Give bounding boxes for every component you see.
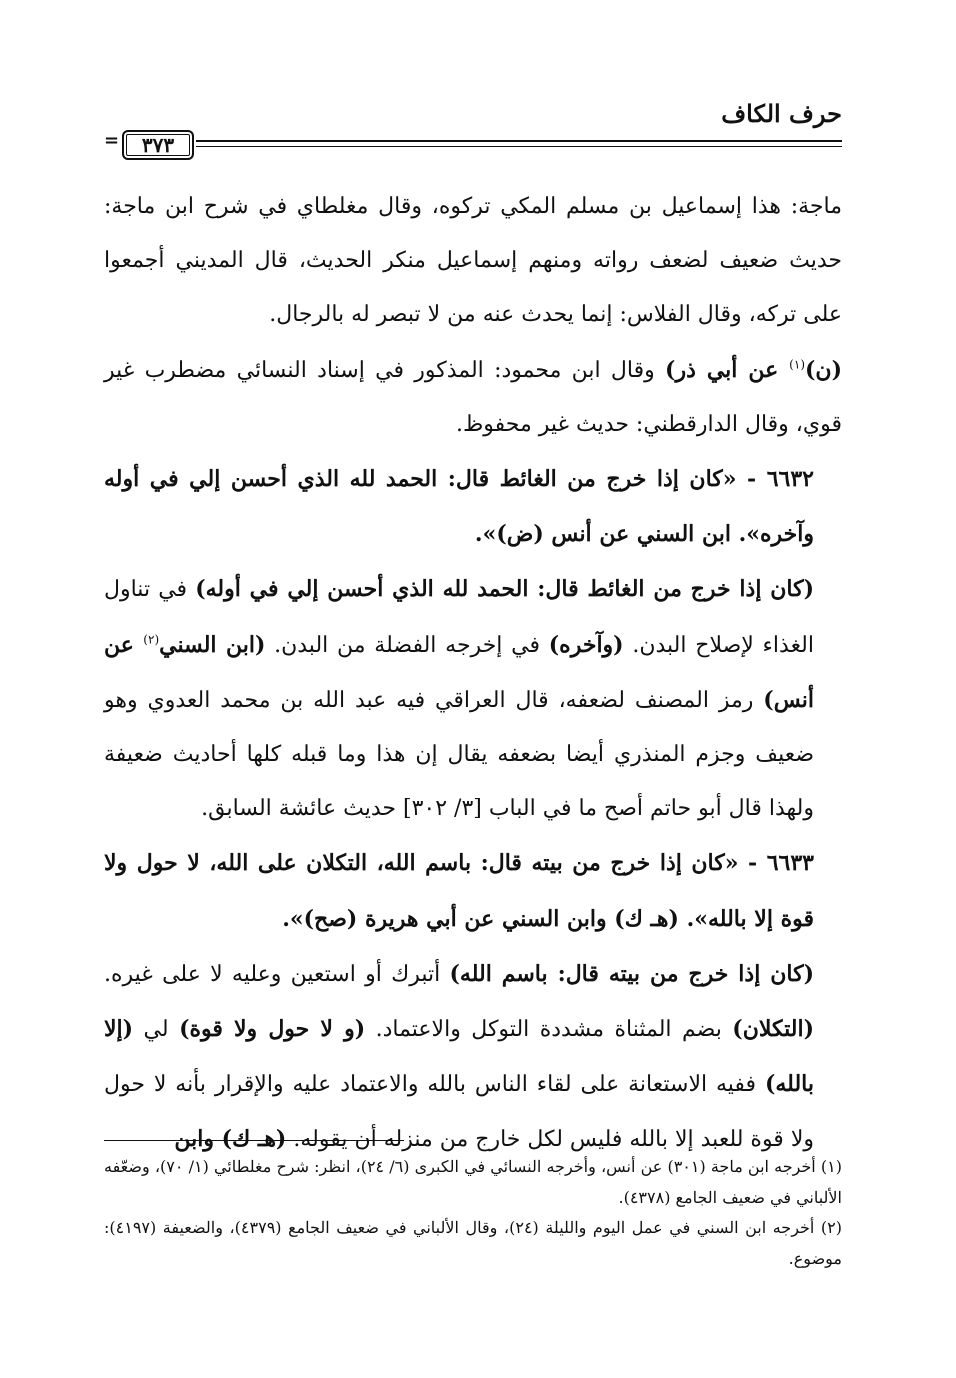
hadith-6633 [104, 836, 842, 946]
footnote-separator [104, 1140, 404, 1141]
running-header [104, 96, 842, 158]
commentary-6632: (كان إذا خرج من الغائط قال: الحمد لله الذي أحسن إلي في أوله) في تناول الغذاء لإصلاح البدن. (وآخره) في إخرجه الفضلة من البدن. (ابن السني$^{(٢)}$ عن أنس) رمز المصنف لضعفه، قال العراقي فيه عبد الله بن محمد العدوي وهو ضعيف وجزم المنذري أيضا بضعفه يقال إن هذا وما قبله كلها أحاديث ضعيفة ولهذا قال أبو حاتم أصح ما في الباب [٣/ ٣٠٢] حديث عائشة السابق. [104, 576, 814, 822]
footnote-ref-2[interactable]: (٢) [143, 632, 160, 647]
chapter-title: حرف الكاف [721, 99, 842, 128]
hadith-text: «كان إذا خرج من الغائط قال: الحمد لله الذي أحسن إلي في أوله وآخره». ابن السني عن أنس (ض)». [104, 466, 814, 548]
commentary-6633: (كان إذا خرج من بيته قال: باسم الله) أتبرك أو استعين وعليه لا على غيره. (التكلان) بضم المثناة مشددة التوكل والاعتماد. (و لا حول ولا قوة) لي (إلا بالله) ففيه الاستعانة على لقاء الناس بالله والاعتماد عليه والإقرار بأنه لا حول ولا قوة للعبد إلا بالله فليس لكل خارج من منزله أن يقوله. (هـ ك) وابن [104, 960, 815, 1153]
main-text [104, 180, 842, 1168]
footnotes [104, 1152, 842, 1274]
book-page [104, 96, 842, 1336]
hadith-number: ٦٦٣٣ - [748, 850, 814, 877]
footnote-2: (٢) أخرجه ابن السني في عمل اليوم والليلة (٢٤)، وقال الألباني في ضعيف الجامع (٤٣٧٩)، والضعيفة (٤١٩٧): موضوع. [104, 1218, 842, 1268]
header-rule [196, 140, 842, 142]
footnote-ref-1[interactable]: (١) [789, 357, 805, 372]
hadith-number: ٦٦٣٢ - [747, 466, 814, 493]
header-rule-thin [196, 146, 842, 147]
footnote-1: (١) أخرجه ابن ماجة (٣٠١) عن أنس، وأخرجه النسائي في الكبرى (٦/ ٢٤)، انظر: شرح مغلطائي (١/ ٧٠)، وضعّفه الألباني في ضعيف الجامع (٤٣٧٨). [104, 1157, 842, 1207]
paragraph-continuation: ماجة: هذا إسماعيل بن مسلم المكي تركوه، وقال مغلطاي في شرح ابن ماجة: حديث ضعيف لضعف رواته ومنهم إسماعيل منكر الحديث، قال المديني أجمعوا على تركه، وقال الفلاس: إنما يحدث عنه من لا تبصر له بالرجال. [104, 194, 842, 328]
paragraph-source: (ن)$^{(١)}$ عن أبي ذر) وقال ابن محمود: المذكور في إسناد النسائي مضطرب غير قوي، وقال الدارقطني: حديث غير محفوظ. [104, 356, 842, 437]
hadith-text: «كان إذا خرج من بيته قال: باسم الله، التكلان على الله، لا حول ولا قوة إلا بالله». (هـ ك) وابن السني عن أبي هريرة (صح)». [104, 850, 814, 932]
page-number: ٣٧٣ [122, 130, 194, 160]
hadith-6632 [104, 452, 842, 562]
page-number-dash: = [104, 130, 120, 151]
